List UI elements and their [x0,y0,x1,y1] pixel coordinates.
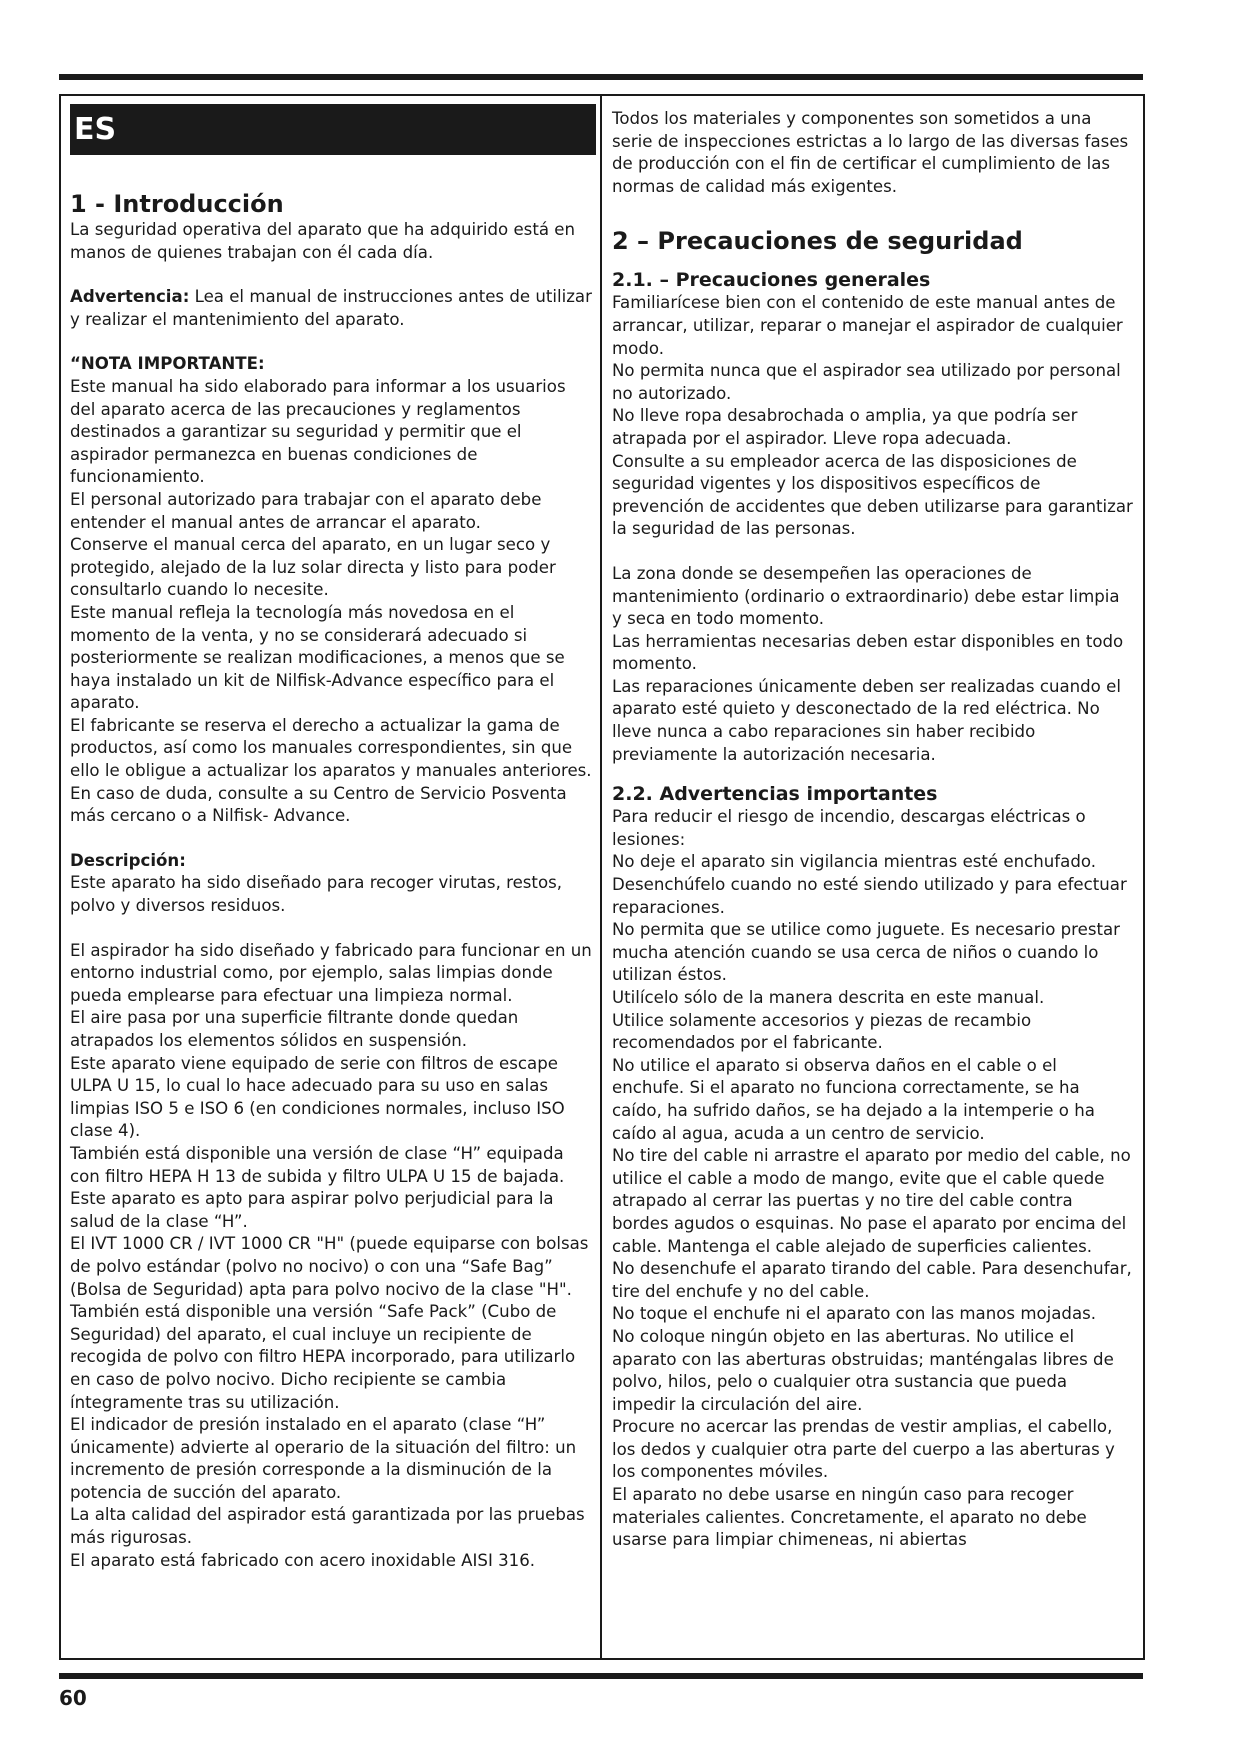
warning-item: No coloque ningún objeto en las aberturas. No utilice el aparato con las aberturas obstruidas; manténgalas libres de polvo, hilos, pelo o cualquier otra sustancia que pueda impedir la circulación del aire. [612,1326,1114,1414]
warning-paragraph [70,286,596,331]
description-paragraph: El aspirador ha sido diseñado y fabricado para funcionar en un entorno industrial como, por ejemplo, salas limpias donde pueda emplearse para efectuar una limpieza normal. [70,940,592,1005]
general-paragraph: Familiarícese bien con el contenido de este manual antes de arrancar, utilizar, reparar o manejar el aspirador de cualquier modo. [612,293,1123,358]
description-paragraph: También está disponible una versión “Safe Pack” (Cubo de Seguridad) del aparato, el cual incluye un recipiente de recogida de polvo con filtro HEPA incorporado, para utilizarlo en caso de polvo nocivo. Dicho recipiente se cambia íntegramente tras su utilización. [70,1302,576,1412]
subsection-heading-warnings: 2.2. Advertencias importantes [612,783,938,806]
language-tab: ES [70,104,596,155]
warning-label: Advertencia: [70,287,190,307]
warning-item: No tire del cable ni arrastre el aparato por medio del cable, no utilice el cable a modo de mango, evite que el cable quede atrapado al cerrar las puertas y no tire del cable contra bordes agudos o esquinas. No pase el aparato por encima del cable. Mantenga el cable alejado de superficies calientes. [612,1146,1131,1256]
warning-item: No desenchufe el aparato tirando del cable. Para desenchufar, tire del enchufe y no del cable. [612,1259,1132,1301]
general-paragraph: No permita nunca que el aspirador sea utilizado por personal no autorizado. [612,361,1121,403]
note-paragraph: Este manual ha sido elaborado para informar a los usuarios del aparato acerca de las precauciones y reglamentos destinados a garantizar su seguridad y permitir que el aspirador permanezca en buenas condiciones de funcionamiento. [70,376,566,487]
intro-paragraph: La seguridad operativa del aparato que ha adquirido está en manos de quienes trabajan con él cada día. [70,220,575,262]
warning-item: Utilice solamente accesorios y piezas de recambio recomendados por el fabricante. [612,1010,1032,1053]
bottom-rule [59,1673,1143,1679]
general-paragraph: Las herramientas necesarias deben estar disponibles en todo momento. [612,631,1124,674]
description-paragraph: El IVT 1000 CR / IVT 1000 CR "H" (puede equiparse con bolsas de polvo estándar (polvo no nocivo) o con una “Safe Bag” (Bolsa de Seguridad) apta para polvo nocivo de la clase "H". [70,1234,589,1299]
left-column [70,104,596,1572]
column-divider [600,94,602,1660]
general-paragraph: Las reparaciones únicamente deben ser realizadas cuando el aparato esté quieto y desconectado de la red eléctrica. No lleve nunca a cabo reparaciones sin haber recibido previamente la autorización necesaria. [612,676,1121,764]
quality-paragraph: Todos los materiales y componentes son sometidos a una serie de inspecciones estrictas a lo largo de las diversas fases de producción con el fin de certificar el cumplimiento de las normas de calidad más exigentes. [612,109,1129,196]
general-paragraph: Consulte a su empleador acerca de las disposiciones de seguridad vigentes y los dispositivos específicos de prevención de accidentes que deben utilizarse para garantizar la seguridad de las personas. [612,451,1133,539]
subsection-heading-general: 2.1. – Precauciones generales [612,269,931,292]
note-paragraph: En caso de duda, consulte a su Centro de Servicio Posventa más cercano o a Nilfisk- Advance. [70,783,567,826]
warning-item: Procure no acercar las prendas de vestir amplias, el cabello, los dedos y cualquier otra parte del cuerpo a las aberturas y los componentes móviles. [612,1417,1115,1482]
warning-text: Lea el manual de instrucciones antes de utilizar y realizar el mantenimiento del aparato. [70,287,592,329]
description-paragraph: Este aparato viene equipado de serie con filtros de escape ULPA U 15, lo cual lo hace adecuado para su uso en salas limpias ISO 5 e ISO 6 (en condiciones normales, incluso ISO clase 4). [70,1053,565,1141]
general-paragraph: No lleve ropa desabrochada o amplia, ya que podría ser atrapada por el aspirador. Lleve ropa adecuada. [612,406,1078,448]
section-heading-safety: 2 – Precauciones de seguridad [612,227,1023,256]
description-paragraph: La alta calidad del aspirador está garantizada por las pruebas más rigurosas. [70,1505,585,1548]
description-label: Descripción: [70,850,186,870]
page-number: 60 [59,1686,87,1710]
warning-item: El aparato no debe usarse en ningún caso para recoger materiales calientes. Concretamente, el aparato no debe usarse para limpiar chimeneas, ni abiertas [612,1485,1087,1550]
description-paragraph: El aparato está fabricado con acero inoxidable AISI 316. [70,1550,536,1570]
warning-item: No utilice el aparato si observa daños en el cable o el enchufe. Si el aparato no funciona correctamente, se ha caído, ha sufrido daños, se ha dejado a la intemperie o ha caído al agua, acuda a un centro de servicio. [612,1055,1095,1143]
right-column [612,108,1134,1552]
description-paragraph: Este aparato ha sido diseñado para recoger virutas, restos, polvo y diversos residuos. [70,873,563,916]
general-paragraph: La zona donde se desempeñen las operaciones de mantenimiento (ordinario o extraordinario) debe estar limpia y seca en todo momento. [612,563,1120,629]
note-label: “NOTA IMPORTANTE: [70,354,265,374]
warning-item: No toque el enchufe ni el aparato con las manos mojadas. [612,1304,1097,1324]
note-paragraph: Conserve el manual cerca del aparato, en un lugar seco y protegido, alejado de la luz solar directa y listo para poder consultarlo cuando lo necesite. [70,535,556,600]
description-paragraph: El indicador de presión instalado en el aparato (clase “H” únicamente) advierte al operario de la situación del filtro: un incremento de presión corresponde a la disminución de la potencia de succión del aparato. [70,1415,577,1502]
warning-item: Para reducir el riesgo de incendio, descargas eléctricas o lesiones: [612,807,1086,849]
note-paragraph: Este manual refleja la tecnología más novedosa en el momento de la venta, y no se considerará adecuado si posteriormente se realizan modificaciones, a menos que se haya instalado un kit de Nilfisk-Advance específico para el aparato. [70,602,565,713]
note-paragraph: El personal autorizado para trabajar con el aparato debe entender el manual antes de arrancar el aparato. [70,489,542,532]
top-rule [59,74,1143,80]
section-heading-introduction: 1 - Introducción [70,190,284,218]
note-paragraph: El fabricante se reserva el derecho a actualizar la gama de productos, así como los manuales correspondientes, sin que ello le obligue a actualizar los aparatos y manuales anteriores. [70,715,592,781]
warning-item: Utilícelo sólo de la manera descrita en este manual. [612,988,1045,1007]
description-paragraph: El aire pasa por una superficie filtrante donde quedan atrapados los elementos sólidos en suspensión. [70,1008,519,1050]
warning-item: No deje el aparato sin vigilancia mientras esté enchufado. Desenchúfelo cuando no esté siendo utilizado y para efectuar reparaciones. [612,852,1127,917]
description-paragraph: También está disponible una versión de clase “H” equipada con filtro HEPA H 13 de subida y filtro ULPA U 15 de bajada. Este aparato es apto para aspirar polvo perjudicial para la salud de la clase “H”. [70,1143,565,1231]
warning-item: No permita que se utilice como juguete. Es necesario prestar mucha atención cuando se usa cerca de niños o cuando lo utilizan éstos. [612,920,1120,985]
